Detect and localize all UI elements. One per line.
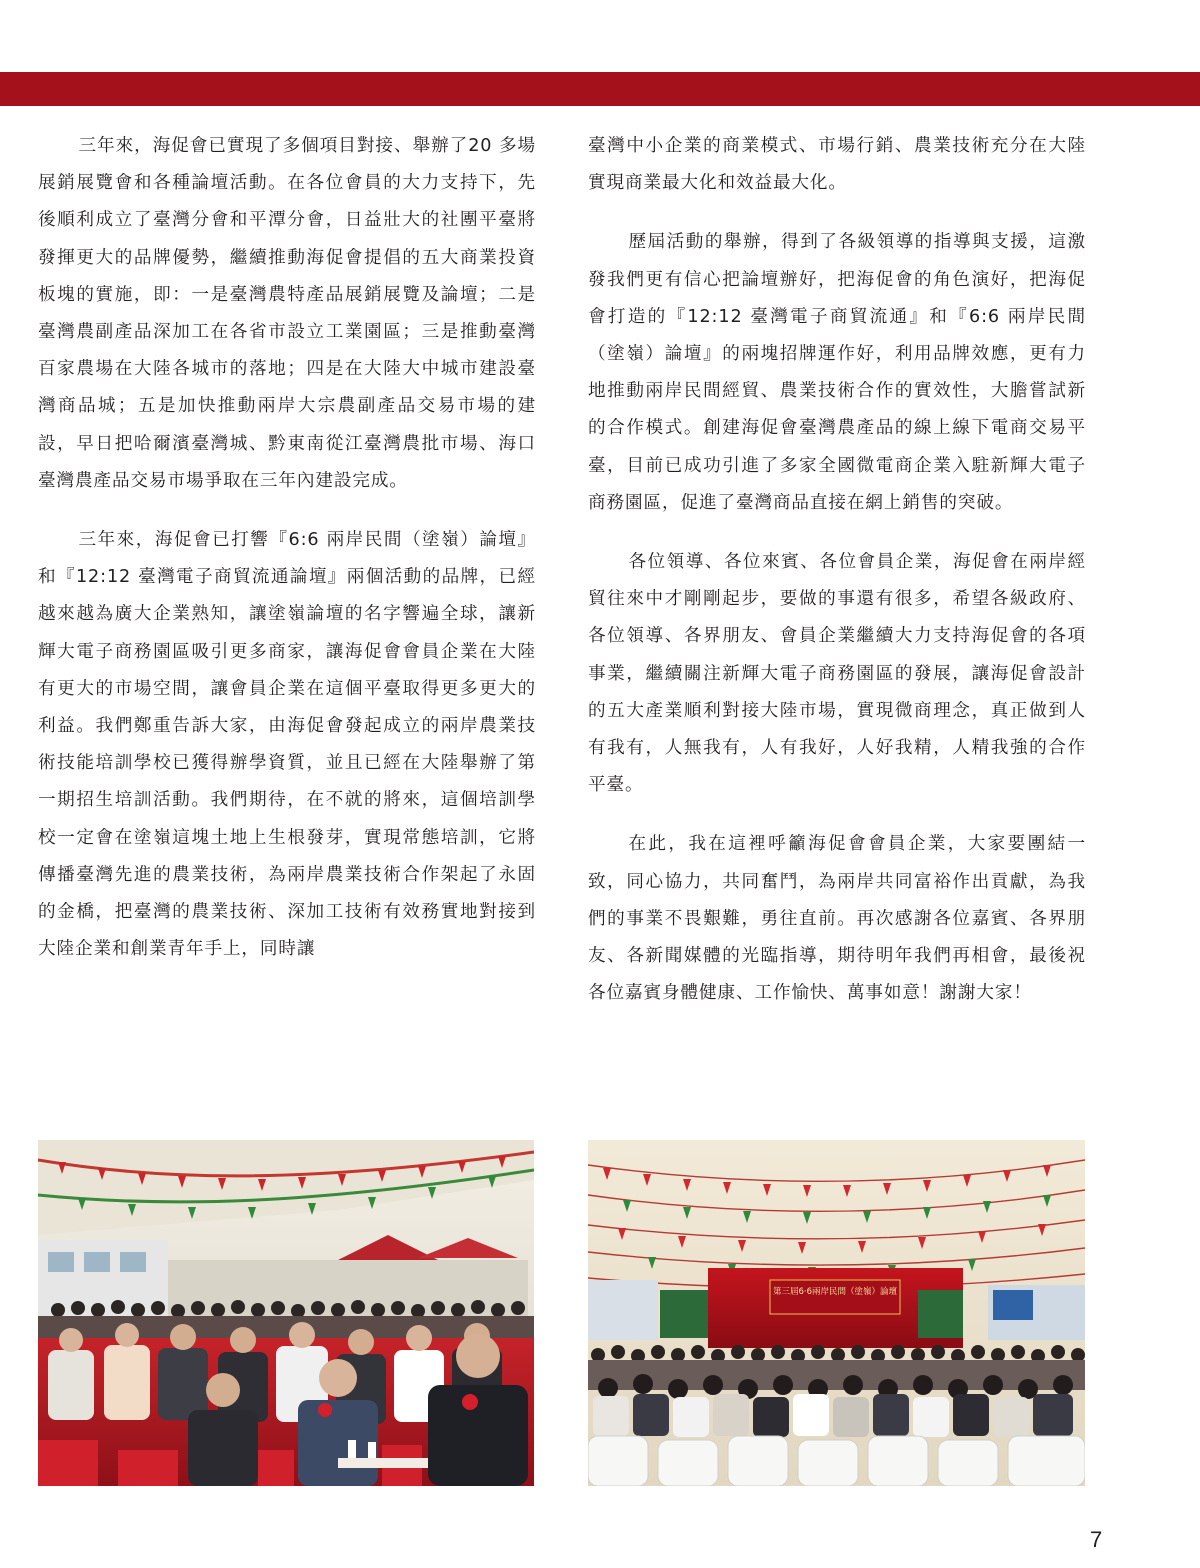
paragraph: 各位領導、各位來賓、各位會員企業，海促會在兩岸經貿往來中才剛剛起步，要做的事還有很多，希望各級政府、各位領導、各界朋友、會員企業繼續大力支持海促會的各項事業，繼續關注新輝大電子商務園區的發展，讓海促會設計的五大產業順利對接大陸市場，實現微商理念，真正做到人有我有，人無我有，人有我好，人好我精，人精我強的合作平臺。 <box>588 552 1086 796</box>
left-text-column <box>38 128 536 990</box>
paragraph: 三年來，海促會已打響『6:6 兩岸民間（塗嶺）論壇』和『12:12 臺灣電子商貿流通論壇』兩個活動的品牌，已經越來越為廣大企業熟知，讓塗嶺論壇的名字響遍全球，讓新輝大電子商務園區吸引更多商家，讓海促會會員企業在大陸有更大的市場空間，讓會員企業在這個平臺取得更多更大的利益。我們鄭重告訴大家，由海促會發起成立的兩岸農業技術技能培訓學校已獲得辦學資質，並且已經在大陸舉辦了第一期招生培訓活動。我們期待，在不就的將來，這個培訓學校一定會在塗嶺這塊土地上生根發芽，實現常態培訓，它將傳播臺灣先進的農業技術，為兩岸農業技術合作架起了永固的金橋，把臺灣的農業技術、深加工技術有效務實地對接到大陸企業和創業青年手上，同時讓 <box>38 530 536 960</box>
forum-guests-photo <box>38 1140 534 1486</box>
page-number: 7 <box>1090 1527 1103 1552</box>
paragraph: 在此，我在這裡呼籲海促會會員企業，大家要團結一致，同心協力，共同奮鬥，為兩岸共同富裕作出貢獻，為我們的事業不畏艱難，勇往直前。再次感謝各位嘉賓、各界朋友、各新聞媒體的光臨指導，期待明年我們再相會，最後祝各位嘉賓身體健康、工作愉快、萬事如意！謝謝大家！ <box>588 834 1086 1004</box>
header-bar <box>0 72 1200 106</box>
right-text-column <box>588 128 1086 1034</box>
paragraph: 歷屆活動的舉辦，得到了各級領導的指導與支援，這激發我們更有信心把論壇辦好，把海促會的角色演好，把海促會打造的『12:12 臺灣電子商貿流通』和『6:6 兩岸民間（塗嶺）論壇』的兩塊招牌運作好，利用品牌效應，更有力地推動兩岸民間經貿、農業技術合作的實效性，大膽嘗試新的合作模式。創建海促會臺灣農產品的線上線下電商交易平臺，目前已成功引進了多家全國微電商企業入駐新輝大電子商務園區，促進了臺灣商品直接在網上銷售的突破。 <box>588 232 1086 513</box>
paragraph-continuation: 臺灣中小企業的商業模式、市場行銷、農業技術充分在大陸實現商業最大化和效益最大化。 <box>588 136 1086 194</box>
stage-banner-title: 第三屆6·6兩岸民間（塗嶺）論壇 <box>772 1287 898 1297</box>
paragraph: 三年來，海促會已實現了多個項目對接、舉辦了20 多場展銷展覽會和各種論壇活動。在各位會員的大力支持下，先後順利成立了臺灣分會和平潭分會，日益壯大的社團平臺將發揮更大的品牌優勢，繼續推動海促會提倡的五大商業投資板塊的實施，即：一是臺灣農特產品展銷展覽及論壇；二是臺灣農副產品深加工在各省市設立工業園區；三是推動臺灣百家農場在大陸各城市的落地；四是在大陸大中城市建設臺灣商品城；五是加快推動兩岸大宗農副產品交易市場的建設，早日把哈爾濱臺灣城、黔東南從江臺灣農批市場、海口臺灣農產品交易市場爭取在三年內建設完成。 <box>38 136 536 491</box>
forum-audience-photo <box>588 1140 1085 1486</box>
